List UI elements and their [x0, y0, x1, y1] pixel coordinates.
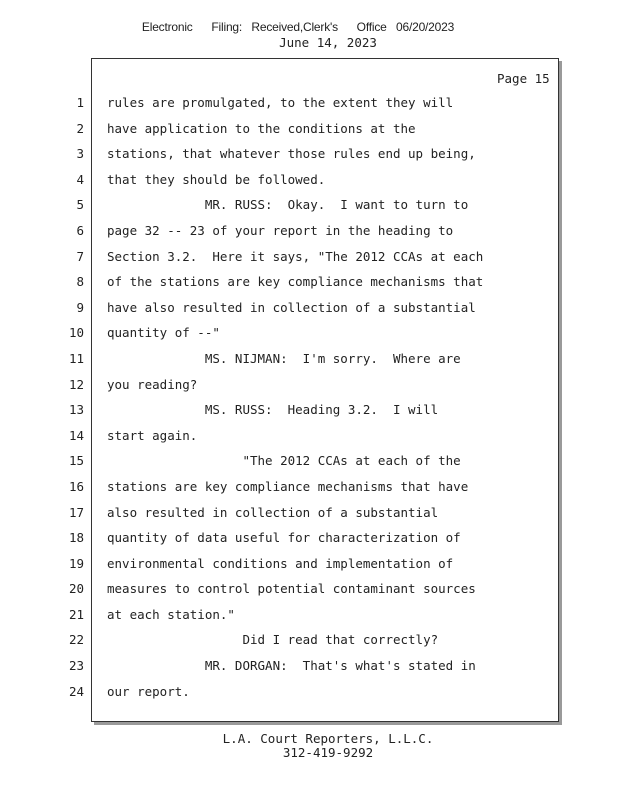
line-text: MS. NIJMAN: I'm sorry. Where are: [107, 350, 461, 366]
transcript-line: [0, 376, 618, 402]
line-text: also resulted in collection of a substantial: [107, 504, 439, 520]
line-number: 20: [68, 581, 84, 597]
line-text: at each station.": [107, 606, 235, 622]
transcript-line: [0, 145, 618, 171]
line-text: quantity of data useful for characterization of: [107, 530, 461, 546]
line-text: MR. DORGAN: That's what's stated in: [107, 658, 476, 674]
transcript-line: [0, 120, 618, 146]
line-number: 17: [68, 504, 84, 520]
line-number: 2: [76, 120, 84, 136]
filing-stamp: Electronic Filing: Received,Clerk's Office 06/20/2023: [141, 20, 455, 34]
transcript-line: [0, 580, 618, 606]
line-number: 19: [68, 555, 84, 571]
transcript-line: [0, 222, 618, 248]
line-text: Did I read that correctly?: [107, 632, 439, 648]
transcript-line: [0, 401, 618, 427]
transcript-line: [0, 683, 618, 709]
line-number: 23: [68, 658, 84, 674]
line-text: have application to the conditions at the: [107, 120, 416, 136]
transcript-line: [0, 452, 618, 478]
page-footer: [0, 732, 618, 760]
transcript-line: [0, 273, 618, 299]
line-text: rules are promulgated, to the extent they will: [107, 95, 454, 110]
line-number: 9: [76, 299, 84, 315]
line-text: environmental conditions and implementation of: [107, 555, 454, 571]
transcript-line: [0, 606, 618, 632]
line-number: 5: [76, 197, 84, 213]
transcript-line: [0, 427, 618, 453]
line-text: measures to control potential contaminant sources: [107, 581, 476, 597]
line-number: 16: [68, 478, 84, 494]
line-number: 18: [68, 530, 84, 546]
line-number: 12: [68, 376, 84, 392]
line-number: 15: [68, 453, 84, 469]
transcript-line: [0, 299, 618, 325]
transcript-line: [0, 350, 618, 376]
transcript-line: [0, 657, 618, 683]
line-text: that they should be followed.: [107, 171, 326, 187]
line-number: 21: [68, 606, 84, 622]
line-text: page 32 -- 23 of your report in the heading to: [107, 222, 454, 238]
line-number: 3: [76, 146, 84, 162]
line-number: 14: [68, 427, 84, 443]
line-text: MS. RUSS: Heading 3.2. I will: [107, 402, 439, 418]
line-text: quantity of --": [107, 325, 220, 341]
line-number: 4: [76, 171, 84, 187]
line-text: of the stations are key compliance mechanisms that: [107, 274, 484, 290]
line-text: start again.: [107, 427, 198, 443]
transcript-line: [0, 324, 618, 350]
transcript-body: [0, 94, 618, 708]
transcript-line: [0, 94, 618, 120]
line-text: MR. RUSS: Okay. I want to turn to: [107, 197, 469, 213]
line-number: 13: [68, 402, 84, 418]
line-number: 6: [76, 222, 84, 238]
transcript-line: [0, 478, 618, 504]
line-number: 8: [76, 274, 84, 290]
transcript-line: [0, 196, 618, 222]
line-number: 22: [68, 632, 84, 648]
transcript-line: [0, 248, 618, 274]
line-number: 1: [76, 95, 84, 110]
transcript-line: [0, 529, 618, 555]
line-number: 7: [76, 248, 84, 264]
line-text: you reading?: [107, 376, 198, 392]
line-text: "The 2012 CCAs at each of the: [107, 453, 461, 469]
line-number: 24: [68, 683, 84, 699]
line-text: Section 3.2. Here it says, "The 2012 CCAs at each: [107, 248, 484, 264]
transcript-line: [0, 171, 618, 197]
transcript-date: June 14, 2023: [279, 35, 377, 50]
line-text: stations, that whatever those rules end up being,: [107, 146, 476, 162]
transcript-line: [0, 631, 618, 657]
reporter-company: L.A. Court Reporters, L.L.C.: [222, 731, 434, 746]
line-number: 10: [68, 325, 84, 341]
reporter-phone: 312-419-9292: [282, 745, 374, 760]
line-text: have also resulted in collection of a substantial: [107, 299, 476, 315]
transcript-line: [0, 555, 618, 581]
page-number: Page 15: [497, 71, 550, 86]
line-text: our report.: [107, 683, 190, 699]
line-number: 11: [68, 350, 84, 366]
line-text: stations are key compliance mechanisms that have: [107, 478, 469, 494]
transcript-line: [0, 504, 618, 530]
